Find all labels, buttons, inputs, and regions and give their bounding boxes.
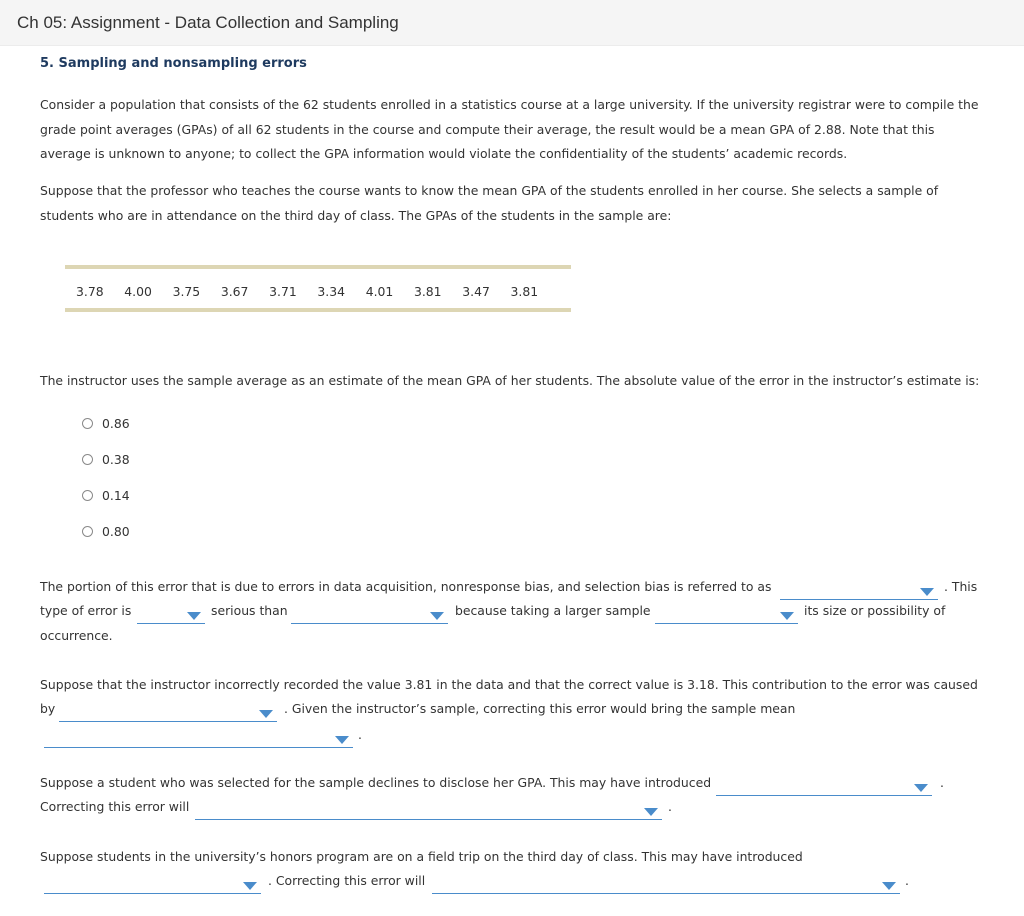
dropdown[interactable] (291, 608, 448, 624)
radio-button[interactable] (82, 454, 93, 465)
gpa-value: 3.71 (269, 284, 297, 299)
dropdown-caret-icon (335, 736, 349, 744)
option-label: 0.80 (102, 524, 130, 539)
p4-text-d: serious than (211, 603, 288, 618)
option-0-80[interactable] (82, 524, 130, 539)
p6-text-c: Correcting this error will (40, 799, 190, 814)
dropdown[interactable] (780, 584, 938, 600)
p7-text-c: . (905, 873, 909, 888)
p4-text-f: its size or possibility of (804, 603, 946, 618)
dropdown[interactable] (195, 804, 662, 820)
p6-text-d: . (668, 799, 672, 814)
gpa-value: 3.78 (76, 284, 104, 299)
p6-dropdown-bias[interactable] (716, 771, 932, 796)
dropdown-caret-icon (430, 612, 444, 620)
p7-dropdown-correction[interactable] (432, 869, 900, 894)
gpa-value: 3.81 (510, 284, 539, 299)
dropdown-caret-icon (259, 710, 273, 718)
p5-text-c: . Given the instructor’s sample, correcting this error would bring the sample mean (284, 701, 796, 716)
p4-text-e: because taking a larger sample (455, 603, 651, 618)
p4-dropdown-other-error[interactable] (291, 599, 448, 624)
p7-text-a: Suppose students in the university’s honors program are on a field trip on the third day of class. This may have introduced (40, 849, 803, 864)
option-label: 0.86 (102, 416, 130, 431)
assignment-header (0, 0, 1024, 46)
p7-dropdown-bias[interactable] (44, 869, 261, 894)
p4-text-g: occurrence. (40, 628, 113, 643)
p4-dropdown-comparison[interactable] (137, 599, 205, 624)
p6-text-b: . (940, 775, 944, 790)
paragraph-sample (40, 179, 990, 228)
p5-text-b: by (40, 701, 56, 716)
p7-text-b: . Correcting this error will (268, 873, 426, 888)
dropdown[interactable] (44, 878, 261, 894)
paragraph-line: Consider a population that consists of the 62 students enrolled in a statistics course at a large university. If the university registrar were to compile the (40, 97, 979, 112)
paragraph-line: average is unknown to anyone; to collect the GPA information would violate the confidentiality of the students’ academic records. (40, 146, 848, 161)
gpa-sample-table (65, 265, 571, 312)
dropdown[interactable] (137, 608, 205, 624)
question-title: 5. Sampling and nonsampling errors (40, 56, 307, 71)
p5-text-a: Suppose that the instructor incorrectly recorded the value 3.81 in the data and that the correct value is 3.18. This contribution to the error was caused (40, 677, 978, 692)
radio-button[interactable] (82, 490, 93, 501)
option-0-14[interactable] (82, 488, 130, 503)
gpa-value: 3.47 (462, 284, 490, 299)
dropdown-caret-icon (920, 588, 934, 596)
paragraph-population (40, 93, 990, 167)
dropdown[interactable] (655, 608, 798, 624)
p6-dropdown-correction[interactable] (195, 795, 662, 820)
gpa-row (76, 284, 559, 299)
radio-button[interactable] (82, 418, 93, 429)
dropdown-caret-icon (780, 612, 794, 620)
option-label: 0.14 (102, 488, 130, 503)
option-0-38[interactable] (82, 452, 130, 467)
dropdown[interactable] (44, 732, 353, 748)
dropdown-caret-icon (882, 882, 896, 890)
p6-text-a: Suppose a student who was selected for the sample declines to disclose her GPA. This may have introduced (40, 775, 712, 790)
dropdown[interactable] (432, 878, 900, 894)
dropdown-caret-icon (187, 612, 201, 620)
p4-text-a: The portion of this error that is due to errors in data acquisition, nonresponse bias, and selection bias is referred to as (40, 579, 772, 594)
option-label: 0.38 (102, 452, 130, 467)
p4-text-c: type of error is (40, 603, 132, 618)
gpa-value: 4.00 (124, 284, 152, 299)
dropdown[interactable] (716, 780, 932, 796)
paragraph-line: students who are in attendance on the third day of class. The GPAs of the students in the sample are: (40, 207, 672, 223)
gpa-value: 3.75 (172, 284, 201, 299)
p4-text-b: . This (944, 579, 978, 594)
p5-text-d: . (358, 727, 362, 742)
dropdown[interactable] (59, 706, 277, 722)
p4-dropdown-sample-effect[interactable] (655, 599, 798, 624)
assignment-title: Ch 05: Assignment - Data Collection and Sampling (17, 13, 399, 32)
gpa-value: 3.67 (220, 284, 249, 299)
gpa-value: 3.81 (413, 284, 442, 299)
dropdown-caret-icon (243, 882, 257, 890)
p4-dropdown-error-type[interactable] (780, 575, 938, 600)
paragraph-line: Suppose that the professor who teaches the course wants to know the mean GPA of the students enrolled in her course. She selects a sample of (40, 183, 939, 198)
radio-button[interactable] (82, 526, 93, 537)
paragraph-error-question: The instructor uses the sample average as an estimate of the mean GPA of her students. The absolute value of the error in the instructor’s estimate is: (40, 373, 980, 388)
dropdown-caret-icon (644, 808, 658, 816)
option-0-86[interactable] (82, 416, 130, 431)
paragraph-line: grade point averages (GPAs) of all 62 students in the course and compute their average, the result would be a mean GPA of 2.88. Note that this (40, 121, 935, 137)
p5-dropdown-mean-direction[interactable] (44, 723, 353, 748)
gpa-value: 3.34 (317, 284, 345, 299)
gpa-value: 4.01 (365, 284, 394, 299)
dropdown-caret-icon (914, 784, 928, 792)
p5-dropdown-cause[interactable] (59, 697, 277, 722)
